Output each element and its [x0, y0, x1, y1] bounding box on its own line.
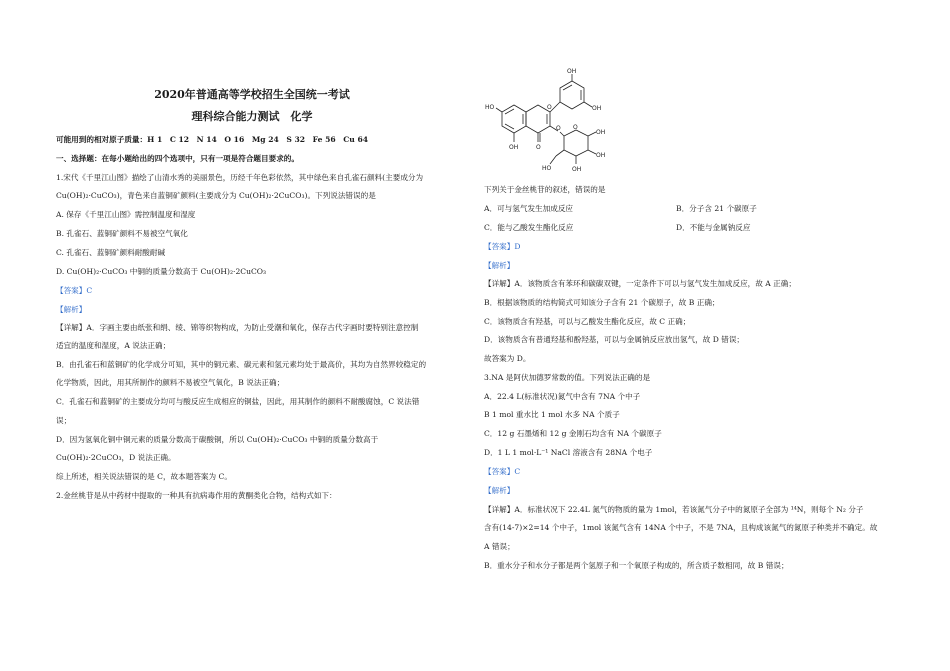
q3-analysis-label: 【解析】 — [484, 486, 515, 495]
q2-stem: 下列关于金丝桃苷的叙述，错误的是 — [484, 185, 606, 194]
q1-detail-line-4: 化学物质，因此，用其所制作的颜料不易被空气氧化，B 说法正确； — [56, 378, 285, 387]
q1-detail-line-3: B．由孔雀石和蓝铜矿的化学成分可知，其中的铜元素、碳元素和氢元素均处于最高价，其均为自然界较稳定的 — [56, 360, 427, 369]
label-ring-o: O — [547, 104, 552, 111]
q1-stem-line-1: 1.宋代《千里江山图》描绘了山清水秀的美丽景色，历经千年色彩依然，其中绿色来自孔雀石颜料(主要成分为 — [56, 173, 424, 182]
q1-detail-line-8: Cu(OH)₂·2CuCO₃，D 说法正确。 — [56, 453, 176, 462]
q1-detail-line-1: 【详解】A．字画主要由纸张和绢、绫、锦等织物构成，为防止受潮和氧化，保存古代字画时要特别注意控制 — [56, 323, 419, 332]
exam-title: 2020年普通高等学校招生全国统一考试 — [154, 88, 350, 101]
q1-stem-line-2: Cu(OH)₂·CuCO₃)，青色来自蓝铜矿颜料(主要成分为 Cu(OH)₂·2CuCO₃)。下列说法错误的是 — [56, 191, 376, 200]
q3-detail-line-3: A 错误； — [484, 542, 515, 551]
q2-answer: 【答案】D — [484, 242, 521, 251]
label-sugar-o: O — [573, 124, 578, 131]
q2-intro: 2.金丝桃苷是从中药材中提取的一种具有抗病毒作用的黄酮类化合物，结构式如下： — [56, 491, 337, 500]
q2-conclusion: 故答案为 D。 — [484, 354, 531, 363]
label-oh-sugar-1: OH — [596, 129, 606, 136]
q3-detail-line-1: 【详解】A．标准状况下 22.4L 氮气的物质的量为 1mol，若该氮气分子中的氮原子全部为 ¹⁴N，则每个 N₂ 分子 — [484, 505, 864, 514]
q1-detail-line-2: 适宜的温度和湿度，A 说法正确； — [56, 341, 171, 350]
atomic-mass-line: 可能用到的相对原子质量：H 1 C 12 N 14 O 16 Mg 24 S 32 Fe 56 Cu 64 — [56, 135, 369, 144]
q1-option-c: C. 孔雀石、蓝铜矿颜料耐酸耐碱 — [56, 248, 166, 257]
label-ho-left: HO — [485, 104, 495, 111]
q2-detail-b: B．根据该物质的结构简式可知该分子含有 21 个碳原子，故 B 正确； — [484, 298, 720, 307]
q2-detail-a: 【详解】A．该物质含有苯环和碳碳双键，一定条件下可以与氢气发生加成反应，故 A 正确； — [484, 279, 796, 288]
q2-option-c: C．能与乙酸发生酯化反应 — [484, 223, 574, 232]
label-oh-right: OH — [592, 105, 602, 112]
q1-detail-line-7: D．因为氢氧化铜中铜元素的质量分数高于碳酸铜，所以 Cu(OH)₂·CuCO₃ 中铜的质量分数高于 — [56, 435, 379, 444]
q1-detail-line-6: 误； — [56, 416, 72, 425]
label-carbonyl-o: O — [536, 144, 541, 151]
hyperoside-structure-diagram — [484, 64, 624, 182]
q3-option-c: C．12 g 石墨烯和 12 g 金刚石均含有 NA 个碳原子 — [484, 429, 662, 438]
q1-option-d: D. Cu(OH)₂·CuCO₃ 中铜的质量分数高于 Cu(OH)₂·2CuCO₃ — [56, 267, 267, 276]
q2-option-a: A．可与氢气发生加成反应 — [484, 204, 574, 213]
q2-option-d: D．不能与金属钠反应 — [676, 223, 751, 232]
q3-detail-line-2: 含有(14-7)×2=14 个中子，1mol 该氮气含有 14NA 个中子，不是 7NA，且构成该氮气的氮原子种类并不确定。故 — [484, 523, 878, 532]
q1-summary: 综上所述，相关说法错误的是 C，故本题答案为 C。 — [56, 472, 232, 481]
q3-answer: 【答案】C — [484, 467, 521, 476]
label-ho-sugar: HO — [542, 165, 552, 172]
label-oh-sugar-3: OH — [572, 166, 582, 173]
label-oh-bottom: OH — [509, 144, 519, 151]
q2-option-b: B．分子含 21 个碳原子 — [676, 204, 757, 213]
q3-option-b: B 1 mol 重水比 1 mol 水多 NA 个质子 — [484, 410, 620, 419]
sugar-ring — [564, 130, 588, 156]
q1-option-a: A. 保存《千里江山图》需控制温度和湿度 — [56, 210, 196, 219]
q2-analysis-label: 【解析】 — [484, 261, 515, 270]
q3-detail-line-4: B．重水分子和水分子都是两个氢原子和一个氧原子构成的，所含质子数相同，故 B 错误； — [484, 561, 789, 570]
q3-stem: 3.NA 是阿伏加德罗常数的值。下列说法正确的是 — [484, 373, 651, 382]
section-heading: 一、选择题：在每小题给出的四个选项中，只有一项是符合题目要求的。 — [56, 154, 299, 163]
q1-analysis-label: 【解析】 — [56, 305, 87, 314]
q3-option-d: D．1 L 1 mol·L⁻¹ NaCl 溶液含有 28NA 个电子 — [484, 448, 653, 457]
q2-detail-c: C．该物质含有羟基，可以与乙酸发生酯化反应，故 C 正确； — [484, 317, 691, 326]
q1-detail-line-5: C．孔雀石和蓝铜矿的主要成分均可与酸反应生成相应的铜盐，因此，用其制作的颜料不耐酸腐蚀，C 说法错 — [56, 397, 420, 406]
q3-option-a: A．22.4 L(标准状况)氮气中含有 7NA 个中子 — [484, 392, 641, 401]
q2-detail-d: D．该物质含有普通羟基和酚羟基，可以与金属钠反应放出氢气，故 D 错误； — [484, 335, 745, 344]
label-oh-top: OH — [567, 68, 577, 75]
q1-option-b: B. 孔雀石、蓝铜矿颜料不易被空气氧化 — [56, 229, 188, 238]
q1-answer: 【答案】C — [56, 286, 93, 295]
label-oh-sugar-2: OH — [596, 152, 606, 159]
label-glycoside-o: O — [556, 125, 561, 132]
exam-subtitle: 理科综合能力测试 化学 — [191, 110, 313, 123]
